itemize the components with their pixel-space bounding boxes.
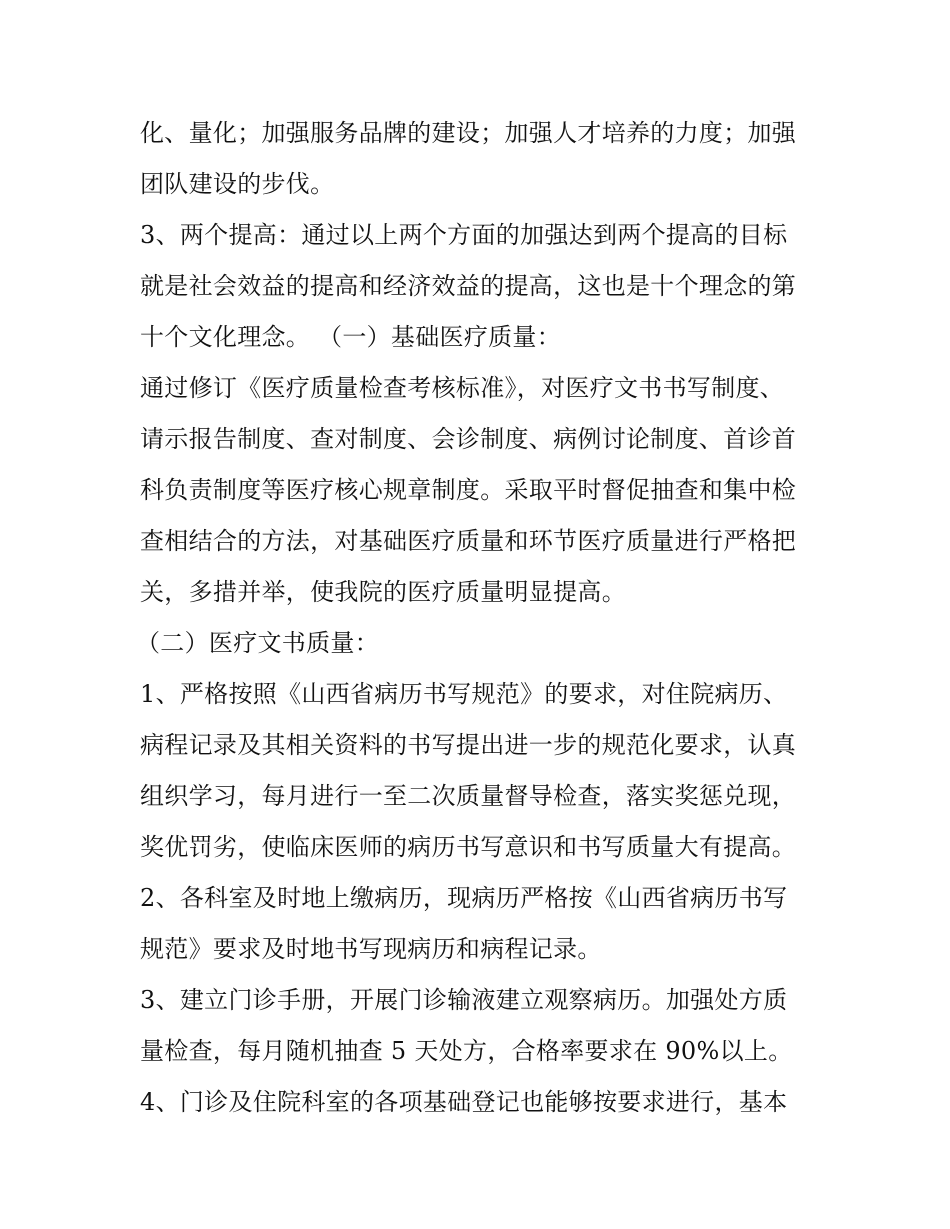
document-page <box>136 108 820 1128</box>
text-line: 量检查，每月随机抽查 5 天处方，合格率要求在 90%以上。 <box>140 1037 793 1065</box>
text-line: 奖优罚劣，使临床医师的病历书写意识和书写质量大有提高。 <box>140 833 797 861</box>
text-line: 4、门诊及住院科室的各项基础登记也能够按要求进行，基本 <box>140 1088 788 1116</box>
text-line: 请示报告制度、查对制度、会诊制度、病例讨论制度、首诊首 <box>140 425 797 453</box>
text-line: 查相结合的方法，对基础医疗质量和环节医疗质量进行严格把 <box>140 527 797 555</box>
text-line: 化、量化；加强服务品牌的建设；加强人才培养的力度；加强 <box>140 119 797 147</box>
text-line: 通过修订《医疗质量检查考核标准》，对医疗文书书写制度、 <box>140 374 785 402</box>
text-line: 病程记录及其相关资料的书写提出进一步的规范化要求，认真 <box>140 731 797 759</box>
text-line: 规范》要求及时地书写现病历和病程记录。 <box>140 935 602 963</box>
text-line: 十个文化理念。 （一）基础医疗质量： <box>140 323 562 351</box>
text-line: 3、两个提高：通过以上两个方面的加强达到两个提高的目标 <box>140 221 788 249</box>
text-line: 关，多措并举，使我院的医疗质量明显提高。 <box>140 578 626 606</box>
text-line: 就是社会效益的提高和经济效益的提高，这也是十个理念的第 <box>140 272 797 300</box>
text-line: 组织学习，每月进行一至二次质量督导检查，落实奖惩兑现， <box>140 782 797 810</box>
text-line: 1、严格按照《山西省病历书写规范》的要求，对住院病历、 <box>140 680 788 708</box>
text-line: 团队建设的步伐。 <box>140 170 335 198</box>
text-line: 3、建立门诊手册，开展门诊输液建立观察病历。加强处方质 <box>140 986 788 1014</box>
text-line: 2、各科室及时地上缴病历，现病历严格按《山西省病历书写 <box>140 884 788 912</box>
section-heading: （二）医疗文书质量： <box>136 629 379 657</box>
text-line: 科负责制度等医疗核心规章制度。采取平时督促抽查和集中检 <box>140 476 797 504</box>
